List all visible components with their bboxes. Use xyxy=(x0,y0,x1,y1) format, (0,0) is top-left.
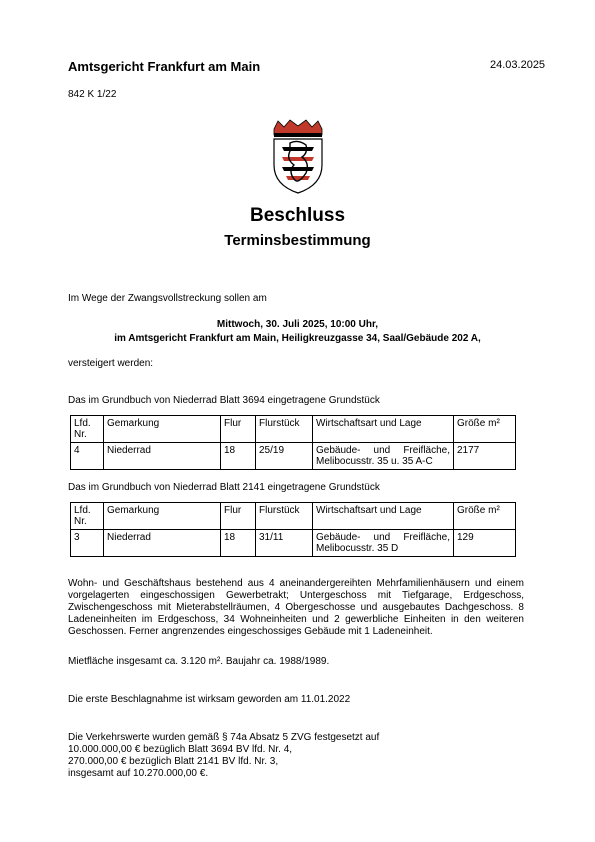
cell-flurstueck: 31/11 xyxy=(256,530,313,557)
parcel2-table xyxy=(70,502,516,557)
col-header-gemarkung: Gemarkung xyxy=(104,416,221,443)
col-header-gemarkung: Gemarkung xyxy=(104,503,221,530)
parcel2-caption: Das im Grundbuch von Niederrad Blatt 2141 eingetragene Grundstück xyxy=(68,482,380,493)
value-line-2: 270.000,00 € bezüglich Blatt 2141 BV lfd. Nr. 3, xyxy=(68,756,279,767)
parcel1-caption: Das im Grundbuch von Niederrad Blatt 3694 eingetragene Grundstück xyxy=(68,395,380,406)
values-intro: Die Verkehrswerte wurden gemäß § 74a Absatz 5 ZVG festgesetzt auf xyxy=(68,732,380,743)
parcel1-table xyxy=(70,415,516,470)
case-number: 842 K 1/22 xyxy=(68,89,117,100)
cell-lfd: 3 xyxy=(71,530,104,557)
col-header-groesse: Größe m² xyxy=(454,416,516,443)
table-header-row xyxy=(71,503,516,530)
cell-gemarkung: Niederrad xyxy=(104,443,221,470)
cell-wirtschaftsart: Gebäude- und Freifläche, Melibocusstr. 35 D xyxy=(313,530,454,557)
col-header-flur: Flur xyxy=(221,416,256,443)
cell-gemarkung: Niederrad xyxy=(104,530,221,557)
page-title: Beschluss xyxy=(249,205,346,226)
value-line-1: 10.000.000,00 € bezüglich Blatt 3694 BV lfd. Nr. 4, xyxy=(68,744,293,755)
col-header-flur: Flur xyxy=(221,503,256,530)
table-header-row xyxy=(71,416,516,443)
col-header-lfd: Lfd. Nr. xyxy=(71,503,104,530)
intro-text: Im Wege der Zwangsvollstreckung sollen am xyxy=(68,293,267,304)
col-header-flurstueck: Flurstück xyxy=(256,503,313,530)
table-row xyxy=(71,443,516,470)
col-header-lfd: Lfd. Nr. xyxy=(71,416,104,443)
col-header-flurstueck: Flurstück xyxy=(256,416,313,443)
area-line: Mietfläche insgesamt ca. 3.120 m². Baujahr ca. 1988/1989. xyxy=(68,656,330,667)
appointment-location: im Amtsgericht Frankfurt am Main, Heiligkreuzgasse 34, Saal/Gebäude 202 A, xyxy=(114,333,481,344)
document-date: 24.03.2025 xyxy=(490,59,546,71)
court-name: Amtsgericht Frankfurt am Main xyxy=(68,59,261,74)
cell-wirtschaftsart: Gebäude- und Freifläche, Melibocusstr. 35 u. 35 A-C xyxy=(313,443,454,470)
auctioned-text: versteigert werden: xyxy=(68,358,154,369)
col-header-wirtschaftsart: Wirtschaftsart und Lage xyxy=(313,503,454,530)
value-total: insgesamt auf 10.270.000,00 €. xyxy=(68,768,209,779)
cell-flur: 18 xyxy=(221,443,256,470)
appointment-date: Mittwoch, 30. Juli 2025, 10:00 Uhr, xyxy=(216,319,379,330)
page-subtitle: Terminsbestimmung xyxy=(224,232,371,249)
cell-lfd: 4 xyxy=(71,443,104,470)
col-header-wirtschaftsart: Wirtschaftsart und Lage xyxy=(313,416,454,443)
cell-groesse: 2177 xyxy=(454,443,516,470)
cell-flurstueck: 25/19 xyxy=(256,443,313,470)
col-header-groesse: Größe m² xyxy=(454,503,516,530)
seizure-text: Die erste Beschlagnahme ist wirksam geworden am 11.01.2022 xyxy=(68,694,351,705)
cell-flur: 18 xyxy=(221,530,256,557)
cell-groesse: 129 xyxy=(454,530,516,557)
table-row xyxy=(71,530,516,557)
hessen-coat-of-arms-icon xyxy=(268,119,328,195)
property-description: Wohn- und Geschäftshaus bestehend aus 4 aneinandergereihten Mehrfamilienhäusern und einem vorgelagerten eingeschossigen Gewerbetrakt; Untergeschoss mit Tiefgarage, Erdgeschoss, Zwischengeschoss mit Mieterabstellräumen, 4 Obergeschosse und ausgebautes Dachgeschoss. 8 Ladeneinheiten im Erdgeschoss, 34 Wohneinheiten und 2 gewerbliche Einheiten in den weiteren Geschossen. Ferner angrenzendes eingeschossiges Gebäude mit 1 Ladeneinheit. xyxy=(68,578,524,637)
